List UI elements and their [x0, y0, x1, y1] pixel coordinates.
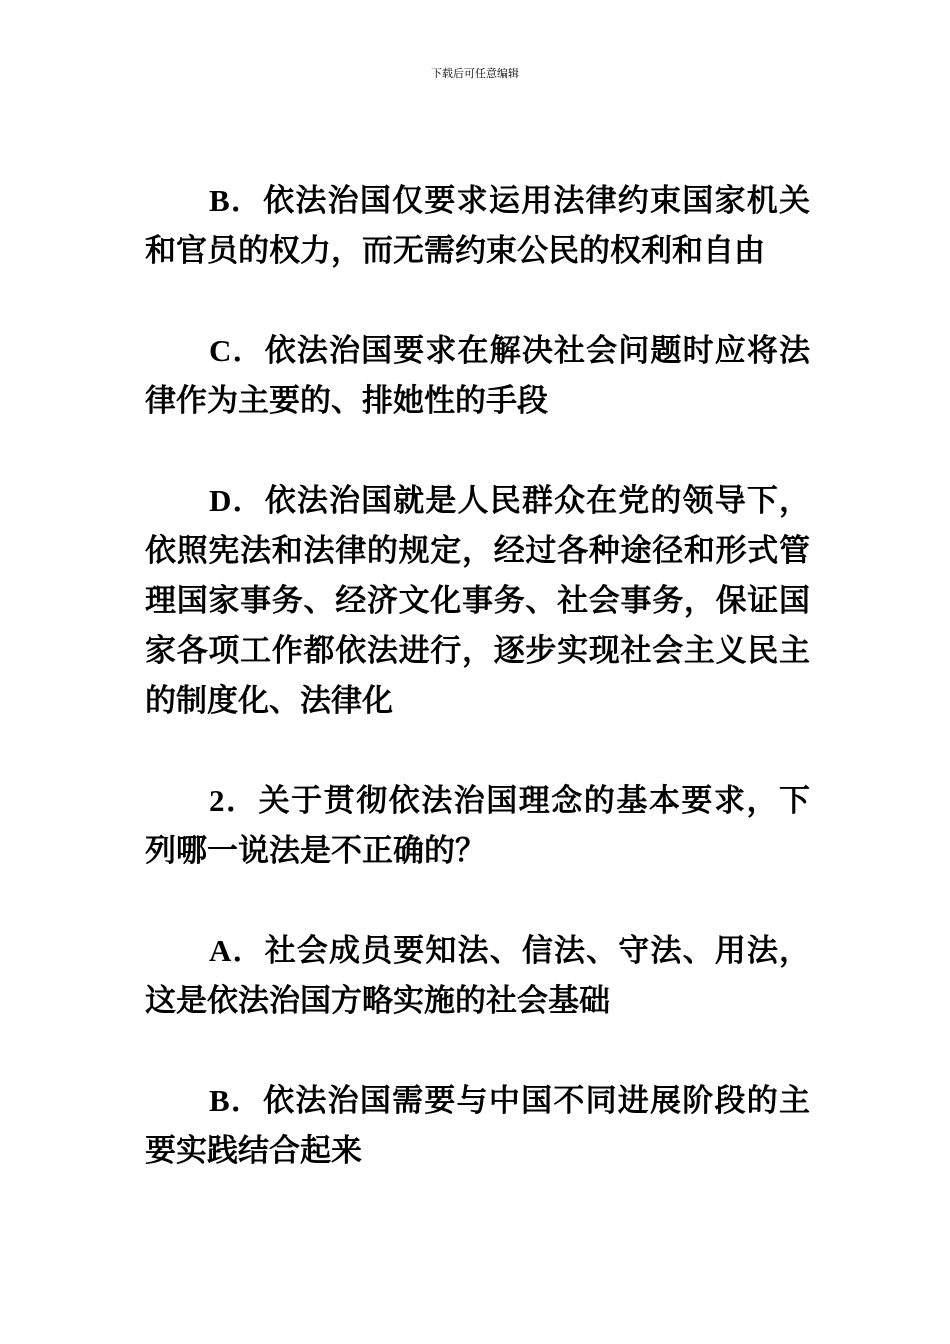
- option-b-paragraph: [145, 1076, 810, 1176]
- marker-separator: ．: [229, 183, 264, 219]
- option-b-paragraph: [145, 176, 810, 276]
- document-body: [145, 176, 810, 1176]
- marker-separator: ．: [229, 1083, 264, 1119]
- question-2-paragraph: [145, 776, 810, 876]
- option-marker: B: [209, 1083, 230, 1118]
- paragraph-text: 依法治国需要与中国不同进展阶段的主要实践结合起来: [145, 1083, 811, 1169]
- option-c-paragraph: [145, 326, 810, 426]
- question-number: 2: [209, 783, 225, 818]
- option-marker: B: [209, 183, 230, 218]
- marker-separator: ．: [231, 483, 265, 519]
- paragraph-text: 社会成员要知法、信法、守法、用法，这是依法治国方略实施的社会基础: [145, 933, 811, 1019]
- paragraph-text: 依法治国就是人民群众在党的领导下，依照宪法和法律的规定，经过各种途径和形式管理国家事务、经济文化事务、社会事务，保证国家各项工作都依法进行，逐步实现社会主义民主的制度化、法律化: [145, 483, 811, 719]
- paragraph-text: 依法治国仅要求运用法律约束国家机关和官员的权力，而无需约束公民的权利和自由: [145, 183, 811, 269]
- paragraph-text: 关于贯彻依法治国理念的基本要求，下列哪一说法是不正确的？: [145, 783, 811, 869]
- marker-separator: ．: [224, 783, 259, 819]
- option-marker: D: [209, 483, 232, 518]
- paragraph-text: 依法治国要求在解决社会问题时应将法律作为主要的、排她性的手段: [145, 333, 811, 419]
- page-header: 下载后可任意编辑: [431, 67, 519, 80]
- marker-separator: ．: [231, 933, 265, 969]
- marker-separator: ．: [231, 333, 265, 369]
- option-a-paragraph: [145, 926, 810, 1026]
- option-marker: C: [209, 333, 232, 368]
- option-d-paragraph: [145, 476, 810, 726]
- option-marker: A: [209, 933, 232, 968]
